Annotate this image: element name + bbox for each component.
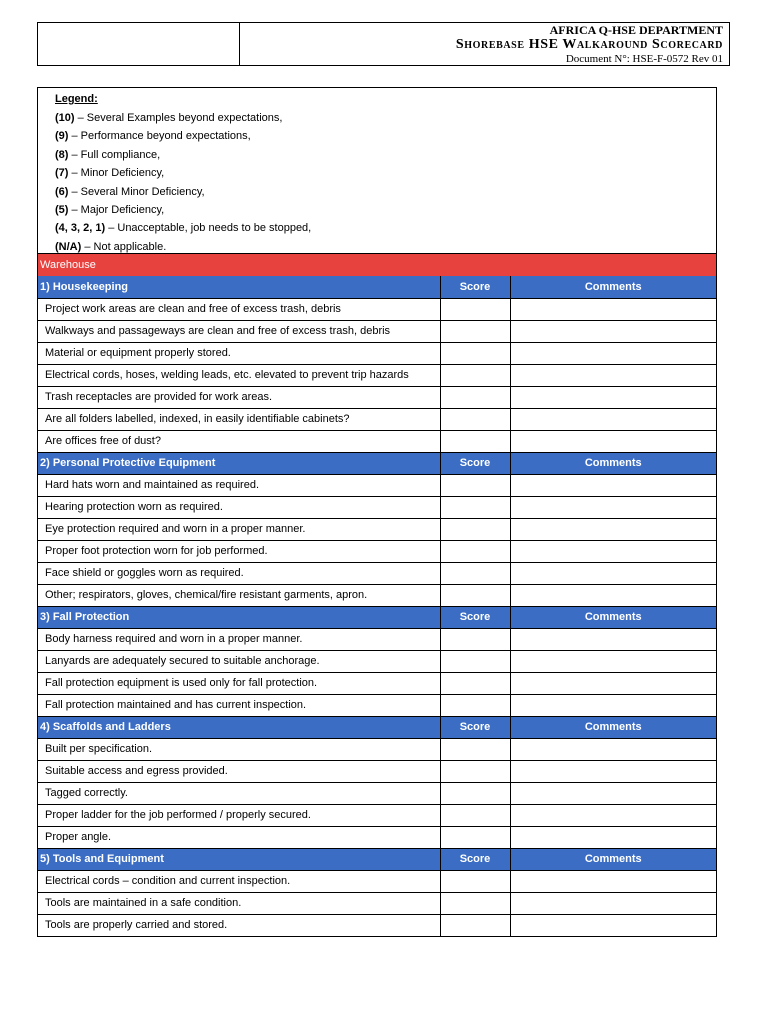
- checklist-row: [38, 386, 716, 408]
- legend-item: [55, 109, 716, 127]
- section-header-row: [38, 452, 716, 474]
- score-cell[interactable]: [440, 672, 510, 694]
- comments-cell[interactable]: [510, 804, 716, 826]
- score-cell[interactable]: [440, 320, 510, 342]
- comments-cell[interactable]: [510, 914, 716, 936]
- score-cell[interactable]: [440, 760, 510, 782]
- comments-column-header: Comments: [510, 452, 716, 474]
- legend-items: [55, 109, 716, 256]
- legend-item: [55, 219, 716, 237]
- checklist-item: Project work areas are clean and free of excess trash, debris: [38, 298, 440, 320]
- section-title: 4) Scaffolds and Ladders: [38, 716, 440, 738]
- legend-code: (8): [55, 148, 69, 161]
- score-cell[interactable]: [440, 738, 510, 760]
- score-cell[interactable]: [440, 804, 510, 826]
- score-cell[interactable]: [440, 562, 510, 584]
- checklist-item: Lanyards are adequately secured to suitable anchorage.: [38, 650, 440, 672]
- checklist-row: [38, 826, 716, 848]
- score-cell[interactable]: [440, 650, 510, 672]
- legend-code: (N/A): [55, 240, 82, 253]
- comments-cell[interactable]: [510, 364, 716, 386]
- checklist-row: [38, 804, 716, 826]
- score-cell[interactable]: [440, 870, 510, 892]
- score-column-header: Score: [440, 606, 510, 628]
- legend-item: [55, 164, 716, 182]
- section-header-row: [38, 716, 716, 738]
- area-banner: Warehouse: [38, 253, 716, 276]
- comments-cell[interactable]: [510, 760, 716, 782]
- score-cell[interactable]: [440, 496, 510, 518]
- legend-code: (10): [55, 112, 75, 124]
- comments-cell[interactable]: [510, 694, 716, 716]
- comments-cell[interactable]: [510, 562, 716, 584]
- score-cell[interactable]: [440, 474, 510, 496]
- comments-cell[interactable]: [510, 738, 716, 760]
- checklist-item: Fall protection equipment is used only for fall protection.: [38, 672, 440, 694]
- score-cell[interactable]: [440, 914, 510, 936]
- section-title: 5) Tools and Equipment: [38, 848, 440, 870]
- score-cell[interactable]: [440, 826, 510, 848]
- legend-code: (7): [55, 167, 69, 180]
- checklist-item: Face shield or goggles worn as required.: [38, 562, 440, 584]
- document-header: [37, 22, 730, 66]
- checklist-item: Material or equipment properly stored.: [38, 342, 440, 364]
- checklist-row: [38, 782, 716, 804]
- score-cell[interactable]: [440, 892, 510, 914]
- scorecard-table: [38, 276, 716, 936]
- checklist-row: [38, 408, 716, 430]
- comments-cell[interactable]: [510, 320, 716, 342]
- checklist-row: [38, 914, 716, 936]
- checklist-row: [38, 650, 716, 672]
- comments-column-header: Comments: [510, 276, 716, 298]
- legend-text: – Full compliance,: [68, 148, 161, 161]
- checklist-item: Tagged correctly.: [38, 782, 440, 804]
- checklist-row: [38, 320, 716, 342]
- score-cell[interactable]: [440, 782, 510, 804]
- comments-cell[interactable]: [510, 892, 716, 914]
- legend-text: – Several Examples beyond expectations,: [74, 112, 283, 124]
- score-cell[interactable]: [440, 430, 510, 452]
- score-cell[interactable]: [440, 408, 510, 430]
- score-cell[interactable]: [440, 694, 510, 716]
- comments-cell[interactable]: [510, 496, 716, 518]
- checklist-item: Built per specification.: [38, 738, 440, 760]
- checklist-row: [38, 738, 716, 760]
- legend-item: [55, 201, 716, 219]
- checklist-row: [38, 628, 716, 650]
- checklist-row: [38, 584, 716, 606]
- legend-item: [55, 127, 716, 145]
- comments-column-header: Comments: [510, 716, 716, 738]
- checklist-row: [38, 364, 716, 386]
- comments-cell[interactable]: [510, 672, 716, 694]
- legend-code: (4, 3, 2, 1): [55, 222, 106, 235]
- legend-item: [55, 146, 716, 164]
- checklist-row: [38, 760, 716, 782]
- comments-cell[interactable]: [510, 650, 716, 672]
- score-column-header: Score: [440, 848, 510, 870]
- comments-cell[interactable]: [510, 826, 716, 848]
- score-column-header: Score: [440, 276, 510, 298]
- score-cell[interactable]: [440, 342, 510, 364]
- document-title: Shorebase HSE Walkaround Scorecard: [455, 37, 723, 52]
- checklist-item: Electrical cords, hoses, welding leads, etc. elevated to prevent trip hazards: [38, 364, 440, 386]
- checklist-row: [38, 474, 716, 496]
- checklist-row: [38, 694, 716, 716]
- comments-cell[interactable]: [510, 342, 716, 364]
- checklist-row: [38, 562, 716, 584]
- section-header-row: [38, 848, 716, 870]
- score-column-header: Score: [440, 716, 510, 738]
- header-titles: [240, 23, 729, 65]
- checklist-item: Proper angle.: [38, 826, 440, 848]
- comments-column-header: Comments: [510, 848, 716, 870]
- legend-text: – Several Minor Deficiency,: [68, 185, 205, 198]
- comments-cell[interactable]: [510, 408, 716, 430]
- scorecard-sheet: [37, 87, 717, 937]
- legend-text: – Unacceptable, job needs to be stopped,: [105, 222, 312, 235]
- document-number: Document N°: HSE-F-0572 Rev 01: [565, 53, 723, 65]
- score-cell[interactable]: [440, 540, 510, 562]
- checklist-item: Electrical cords – condition and current inspection.: [38, 870, 440, 892]
- checklist-row: [38, 298, 716, 320]
- comments-cell[interactable]: [510, 386, 716, 408]
- checklist-row: [38, 518, 716, 540]
- section-header-row: [38, 276, 716, 298]
- legend-title: Legend:: [55, 93, 98, 105]
- checklist-item: Eye protection required and worn in a proper manner.: [38, 518, 440, 540]
- checklist-row: [38, 430, 716, 452]
- checklist-item: Tools are properly carried and stored.: [38, 914, 440, 936]
- checklist-item: Are offices free of dust?: [38, 430, 440, 452]
- comments-cell[interactable]: [510, 628, 716, 650]
- comments-cell[interactable]: [510, 540, 716, 562]
- score-cell[interactable]: [440, 584, 510, 606]
- comments-cell[interactable]: [510, 298, 716, 320]
- comments-cell[interactable]: [510, 474, 716, 496]
- checklist-row: [38, 870, 716, 892]
- checklist-item: Tools are maintained in a safe condition.: [38, 892, 440, 914]
- score-cell[interactable]: [440, 386, 510, 408]
- checklist-item: Are all folders labelled, indexed, in easily identifiable cabinets?: [38, 408, 440, 430]
- checklist-item: Body harness required and worn in a proper manner.: [38, 628, 440, 650]
- checklist-row: [38, 540, 716, 562]
- checklist-item: Hearing protection worn as required.: [38, 496, 440, 518]
- score-cell[interactable]: [440, 298, 510, 320]
- score-cell[interactable]: [440, 518, 510, 540]
- section-title: 3) Fall Protection: [38, 606, 440, 628]
- legend: [38, 88, 716, 253]
- legend-item: [55, 183, 716, 201]
- section-title: 1) Housekeeping: [38, 276, 440, 298]
- checklist-row: [38, 892, 716, 914]
- comments-column-header: Comments: [510, 606, 716, 628]
- score-cell[interactable]: [440, 364, 510, 386]
- legend-code: (9): [55, 130, 69, 143]
- checklist-row: [38, 496, 716, 518]
- comments-cell[interactable]: [510, 430, 716, 452]
- legend-text: – Performance beyond expectations,: [68, 130, 251, 143]
- legend-code: (5): [55, 204, 69, 217]
- comments-cell[interactable]: [510, 782, 716, 804]
- checklist-row: [38, 672, 716, 694]
- checklist-row: [38, 342, 716, 364]
- checklist-item: Fall protection maintained and has current inspection.: [38, 694, 440, 716]
- checklist-item: Suitable access and egress provided.: [38, 760, 440, 782]
- legend-text: – Minor Deficiency,: [68, 167, 165, 180]
- checklist-item: Walkways and passageways are clean and free of excess trash, debris: [38, 320, 440, 342]
- checklist-item: Hard hats worn and maintained as required.: [38, 474, 440, 496]
- comments-cell[interactable]: [510, 584, 716, 606]
- section-header-row: [38, 606, 716, 628]
- checklist-item: Trash receptacles are provided for work areas.: [38, 386, 440, 408]
- checklist-item: Proper foot protection worn for job performed.: [38, 540, 440, 562]
- checklist-item: Other; respirators, gloves, chemical/fire resistant garments, apron.: [38, 584, 440, 606]
- legend-code: (6): [55, 185, 69, 198]
- section-title: 2) Personal Protective Equipment: [38, 452, 440, 474]
- score-cell[interactable]: [440, 628, 510, 650]
- legend-text: – Major Deficiency,: [68, 204, 165, 217]
- score-column-header: Score: [440, 452, 510, 474]
- legend-text: – Not applicable.: [81, 240, 167, 253]
- comments-cell[interactable]: [510, 518, 716, 540]
- department-name: AFRICA Q-HSE DEPARTMENT: [549, 23, 723, 37]
- comments-cell[interactable]: [510, 870, 716, 892]
- logo-box: [38, 23, 240, 65]
- checklist-item: Proper ladder for the job performed / properly secured.: [38, 804, 440, 826]
